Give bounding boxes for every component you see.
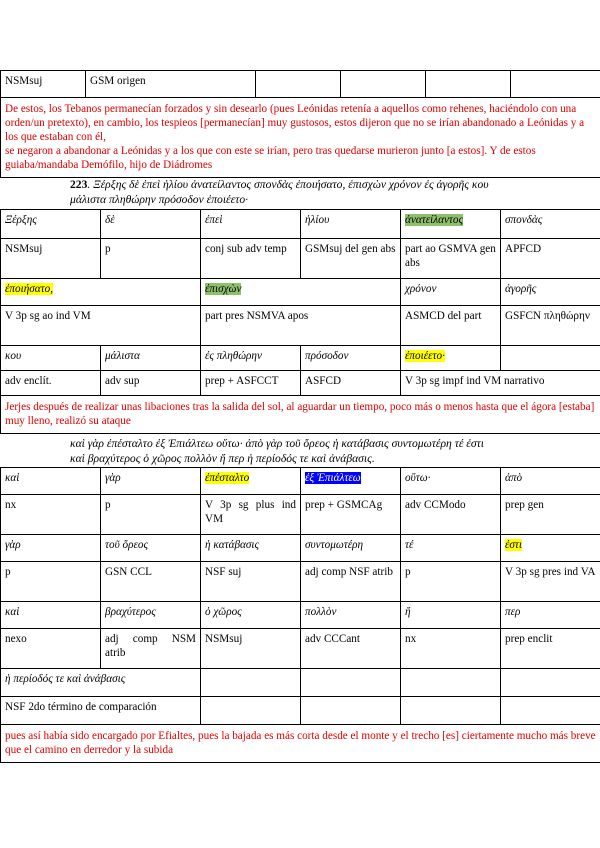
grammar-cell: part pres NSMVA apos bbox=[201, 306, 401, 346]
grammar-cell: nexo bbox=[1, 629, 101, 669]
top-cell-6 bbox=[511, 71, 600, 98]
word-cell: γὰρ bbox=[1, 535, 101, 562]
top-cell-3 bbox=[256, 71, 341, 98]
top-row-table bbox=[0, 70, 600, 178]
word-cell: βραχύτερος bbox=[101, 602, 201, 629]
word-cell: τοῦ ὄρεος bbox=[101, 535, 201, 562]
highlighted-word: ἐπέσταλτο bbox=[205, 472, 250, 484]
word-cell: καὶ bbox=[1, 468, 101, 495]
grammar-cell: V 3p sg pres ind VA bbox=[501, 562, 600, 602]
word-cell: Ξέρξης bbox=[1, 210, 101, 239]
word-cell: τέ bbox=[401, 535, 501, 562]
word-cell: καὶ bbox=[1, 602, 101, 629]
grammar-cell: part ao GSMVA gen abs bbox=[401, 239, 501, 279]
grammar-cell: p bbox=[101, 239, 201, 279]
grammar-cell: NSMsuj bbox=[1, 239, 101, 279]
empty-cell bbox=[301, 697, 401, 725]
highlighted-word: ἀνατείλαντος bbox=[405, 214, 464, 226]
word-cell: πρόσοδον bbox=[301, 346, 401, 371]
word-cell bbox=[401, 210, 501, 239]
grammar-cell: adv sup bbox=[101, 371, 201, 396]
top-cell-4 bbox=[341, 71, 426, 98]
grammar-cell bbox=[501, 306, 600, 346]
highlighted-word: ἐποιέετο· bbox=[405, 350, 445, 362]
grammar-cell: adv CCModo bbox=[401, 495, 501, 535]
highlighted-word: ἐπισχὼν bbox=[205, 283, 242, 295]
highlighted-word: ἐξ Ἐπιάλτεω bbox=[305, 472, 361, 484]
grammar-cell: nx bbox=[1, 495, 101, 535]
grammar-cell: adj comp NSM atrib bbox=[101, 629, 201, 669]
translation-box-1 bbox=[1, 98, 600, 178]
word-cell: περ bbox=[501, 602, 600, 629]
word-cell bbox=[401, 346, 501, 371]
word-cell: ἡλίου bbox=[301, 210, 401, 239]
section-number: 223 bbox=[70, 178, 88, 191]
grammar-cell: adv CCCant bbox=[301, 629, 401, 669]
top-cell-1: NSMsuj bbox=[1, 71, 86, 98]
highlighted-word: ἐποιήσατο, bbox=[5, 283, 54, 295]
grammar-cell: prep gen bbox=[501, 495, 600, 535]
word-cell: πολλὸν bbox=[301, 602, 401, 629]
grammar-cell: NSF suj bbox=[201, 562, 301, 602]
grammar-cell: p bbox=[401, 562, 501, 602]
word-cell: ἡ περίοδός τε καὶ ἀνάβασις bbox=[1, 669, 201, 697]
grammar-cell: APFCD bbox=[501, 239, 600, 279]
empty-cell bbox=[401, 669, 501, 697]
word-cell: συντομωτέρη bbox=[301, 535, 401, 562]
grammar-cell: nx bbox=[401, 629, 501, 669]
word-cell: κου bbox=[1, 346, 101, 371]
highlighted-word: ἐστι bbox=[505, 539, 523, 551]
grammar-cell: ASFCD bbox=[301, 371, 401, 396]
grammar-cell: V 3p sg impf ind VM narrativo bbox=[401, 371, 600, 396]
grammar-cell: prep enclit bbox=[501, 629, 600, 669]
word-cell bbox=[1, 279, 201, 306]
greek-paragraph-2 bbox=[70, 436, 570, 466]
section-223-text bbox=[70, 177, 570, 207]
analysis-table-223 bbox=[0, 209, 600, 434]
word-cell: ἤ bbox=[401, 602, 501, 629]
word-cell: σπονδὰς bbox=[501, 210, 600, 239]
empty-cell bbox=[301, 669, 401, 697]
word-cell bbox=[301, 468, 401, 495]
word-cell bbox=[501, 346, 600, 371]
translation-1-part-1: De estos, los Tebanos permanecían forzados y sin desearlo (pues Leónidas retenía a aquellos como rehenes, haciéndolo con una orden/un pretexto), en cambio, los tespieos [permanecían] muy gustosos, estos dijeron que no se irían abandonado a Leónidas y a los que estaban con él, bbox=[5, 103, 585, 143]
grammar-cell: V 3p sg ao ind VM bbox=[1, 306, 201, 346]
word-cell: γὰρ bbox=[101, 468, 201, 495]
translation-box-2: pues así había sido encargado por Efialtes, pues la bajada es más corta desde el monte y el trecho [es] ciertamente mucho más breve que el camino en derredor y la subida bbox=[1, 725, 600, 763]
grammar-cell: adj comp NSF atrib bbox=[301, 562, 401, 602]
top-cell-5 bbox=[426, 71, 511, 98]
word-cell: ἡ κατάβασις bbox=[201, 535, 301, 562]
grammar-cell: p bbox=[1, 562, 101, 602]
translation-1-part-2: se negaron a abandonar a Leónidas y a los que con este se irían, pero tras quedarse murieron junto [a estos]. Y de estos guiaba/mandaba Demófilo, hijo de Diádromes bbox=[5, 145, 536, 171]
analysis-table-2 bbox=[0, 467, 600, 763]
word-cell bbox=[501, 535, 600, 562]
grammar-cell-part: GSFCN πληθώρην bbox=[505, 310, 590, 322]
grammar-cell: conj sub adv temp bbox=[201, 239, 301, 279]
grammar-cell: ASMCD del part bbox=[401, 306, 501, 346]
empty-cell bbox=[201, 669, 301, 697]
grammar-cell: adv enclít. bbox=[1, 371, 101, 396]
top-cell-2: GSM origen bbox=[86, 71, 256, 98]
grammar-cell: NSMsuj bbox=[201, 629, 301, 669]
section-223-line-1: . Ξέρξης δὲ ἐπεὶ ἡλίου ἀνατείλαντος σπονδὰς ἐποιήσατο, ἐπισχὼν χρόνον ἐς ἀγορῆς κου bbox=[87, 178, 489, 191]
word-cell: μάλιστα bbox=[101, 346, 201, 371]
word-cell: ὁ χῶρος bbox=[201, 602, 301, 629]
empty-cell bbox=[501, 669, 600, 697]
word-cell bbox=[201, 279, 401, 306]
grammar-cell: prep + GSMCAg bbox=[301, 495, 401, 535]
grammar-cell: p bbox=[101, 495, 201, 535]
empty-cell bbox=[501, 697, 600, 725]
word-cell: χρόνον bbox=[401, 279, 501, 306]
grammar-cell: prep + ASFCCT bbox=[201, 371, 301, 396]
grammar-cell: V 3p sg plus ind VM bbox=[201, 495, 301, 535]
word-cell: ἀπὸ bbox=[501, 468, 600, 495]
word-cell: οὕτω· bbox=[401, 468, 501, 495]
empty-cell bbox=[201, 697, 301, 725]
grammar-cell: NSF 2do término de comparación bbox=[1, 697, 201, 725]
section-223-line-2: μάλιστα πληθώρην πρόσοδον ἐποιέετο· bbox=[70, 193, 249, 206]
grammar-cell: GSN CCL bbox=[101, 562, 201, 602]
grammar-cell: GSMsuj del gen abs bbox=[301, 239, 401, 279]
word-cell: δὲ bbox=[101, 210, 201, 239]
word-cell bbox=[201, 468, 301, 495]
empty-cell bbox=[401, 697, 501, 725]
word-cell: ἐς πληθώρην bbox=[201, 346, 301, 371]
word-cell: ἐπεὶ bbox=[201, 210, 301, 239]
greek-paragraph-2-line-2: καὶ βραχύτερος ὁ χῶρος πολλὸν ἤ περ ἡ περίοδός τε καὶ ἀνάβασις. bbox=[70, 452, 375, 465]
word-cell: ἀγορῆς bbox=[501, 279, 600, 306]
translation-box-223: Jerjes después de realizar unas libaciones tras la salida del sol, al aguardar un tiempo, poco más o menos hasta que el ágora [estaba] muy lleno, realizó su ataque bbox=[1, 396, 600, 434]
greek-paragraph-2-line-1: καὶ γὰρ ἐπέσταλτο ἐξ Ἐπιάλτεω οὕτω· ἀπὸ γὰρ τοῦ ὄρεος ἡ κατάβασις συντομωτέρη τέ ἐστι bbox=[70, 437, 484, 450]
